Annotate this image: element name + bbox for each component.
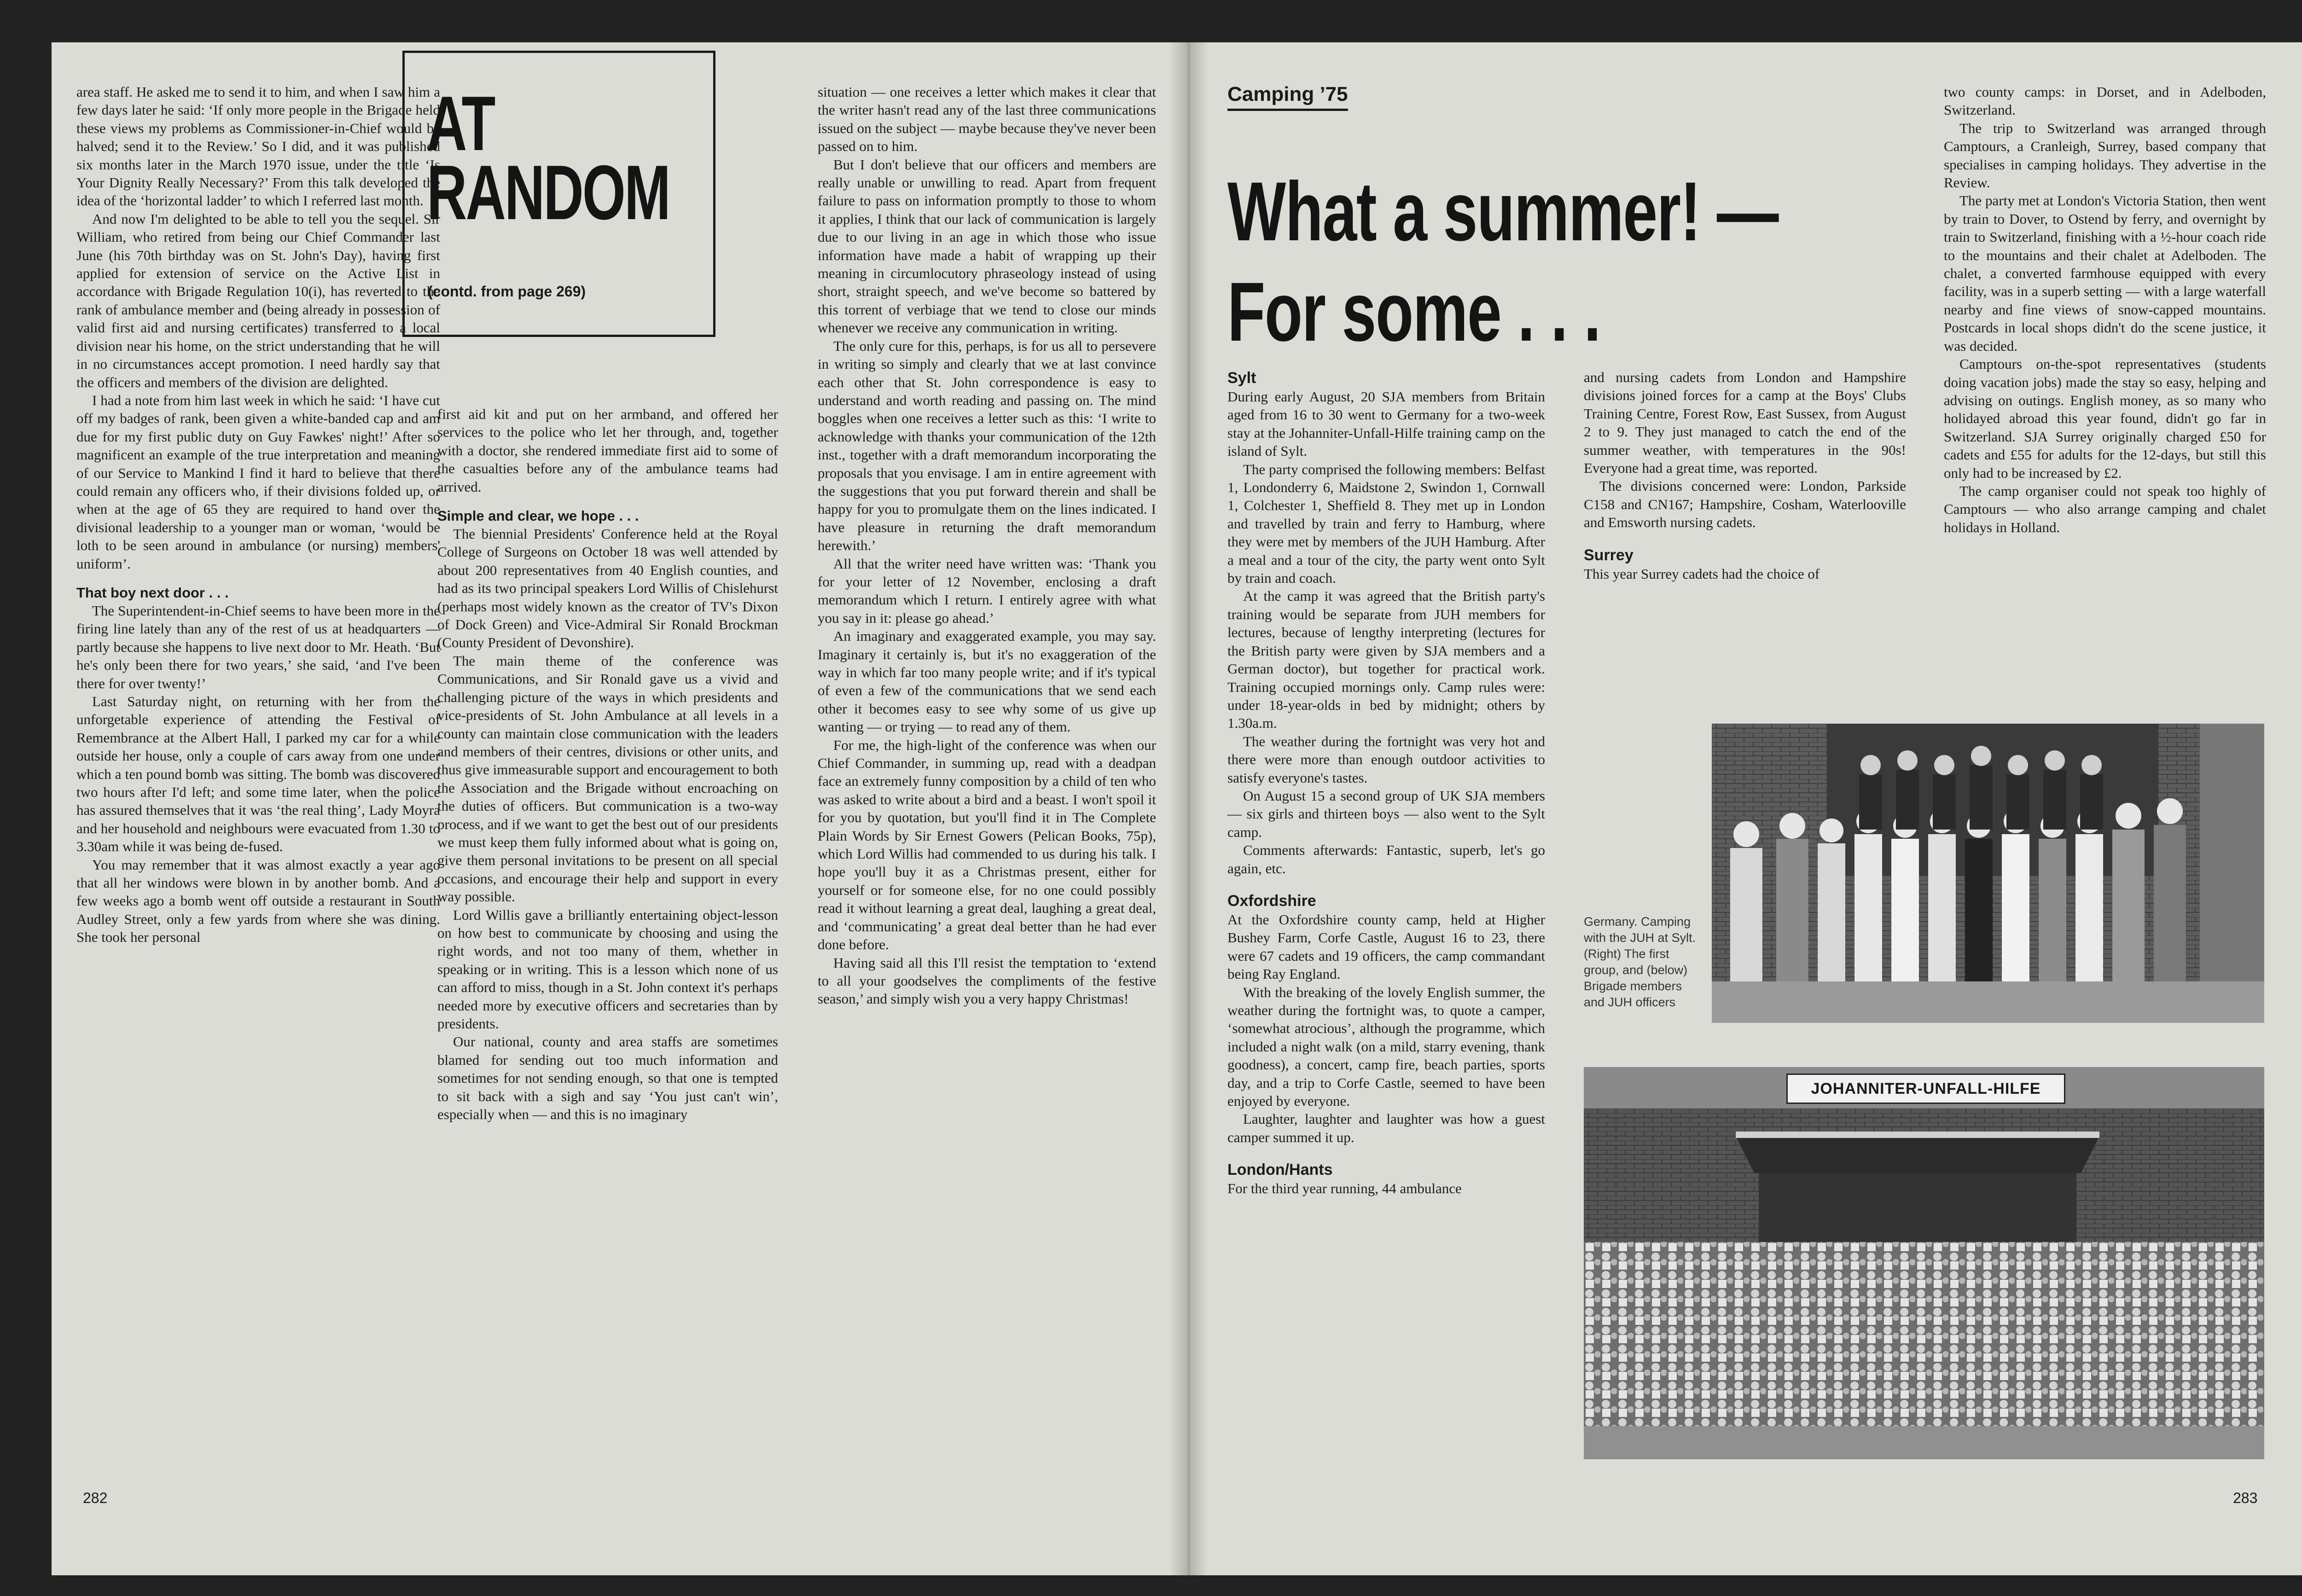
paragraph: For the third year running, 44 ambulance [1227, 1180, 1462, 1197]
paragraph: Having said all this I'll resist the temptation to ‘extend to all your goodselves the compliments of the festive season,’ and simply wish you a very happy Christmas! [818, 954, 1156, 1007]
left-page-number: 282 [83, 1490, 108, 1506]
paragraph: Our national, county and area staffs are sometimes blamed for sending out too much information and sometimes for not sending enough, so that one is tempted to sit back with a sigh and say ‘You just can't win’, especially when — and this is no imaginary [437, 1033, 778, 1123]
paragraph: The camp organiser could not speak too highly of Camptours — who also arrange camping and chalet holidays in Holland. [1944, 482, 2266, 535]
left-column-1 [76, 83, 440, 946]
paragraph: situation — one receives a letter which makes it clear that the writer hasn't read any of the last three communications issued on the subject — maybe because they've never been passed on to him. [818, 84, 1156, 155]
paragraph: But I don't believe that our officers and members are really unable or unwilling to read. Apart from frequent failure to pass on information promptly to those to whom it applies, I think that our lack of communication is largely due to our living in an age in which those who issue information have made a habit of wrapping up their meaning in circumlocutory phraseology instead of using short, straight speech, and we've become so battered by this torrent of verbiage that we tend to close our minds whenever we receive any communication in writing. [818, 156, 1156, 336]
subheading: Surrey [1584, 546, 1633, 564]
paragraph: The divisions concerned were: London, Parkside C158 and CN167; Hampshire, Cosham, Waterlooville and Emsworth nursing cadets. [1584, 478, 1906, 531]
subheading: Oxfordshire [1227, 892, 1316, 910]
paragraph: This year Surrey cadets had the choice of [1584, 565, 1820, 582]
right-column-3 [1944, 83, 2266, 536]
paragraph: All that the writer need have written was: ‘Thank you for your letter of 12 November, enclosing a draft memorandum which I return. I entirely agree with what you say in it: please go ahead.’ [818, 555, 1156, 626]
paragraph: The only cure for this, perhaps, is for us all to persevere in writing so simply and clearly that we at last convince each other that St. John correspondence is easy to understand and worth reading and passing on. The mind boggles when one receives a letter such as this: ‘I write to acknowledge with thanks your communication of the 12th inst., together with a draft memorandum incorporating the proposals that you envisage. I am in entire agreement with the suggestions that you put forward therein and shall be happy for you to promulgate them on the lines indicated. I have pleasure in returning the draft memorandum herewith.’ [818, 337, 1156, 554]
subheading: London/Hants [1227, 1161, 1333, 1179]
paragraph: The trip to Switzerland was arranged through Camptours, a Cranleigh, Surrey, based company that specialises in camping holidays. They advertise in the Review. [1944, 120, 2266, 191]
paragraph: The main theme of the conference was Communications, and Sir Ronald gave us a vivid and challenging picture of the ways in which presidents and vice-presidents of St. John Ambulance at all levels in a county can maintain close communication with the leaders and members of their centres, divisions or other units, and thus give immeasurable support and encouragement to both the Association and the Brigade without encroaching on the duties of officers. But communication is a two-way process, and if we want to get the best out of our presidents we must keep them fully informed about what is going on, give them personal invitations to be present on all special occasions, and encourage their help and support in every way possible. [437, 652, 778, 905]
paragraph: For me, the high-light of the conference was when our Chief Commander, in summing up, read with a deadpan face an extremely funny composition by a child of ten who was asked to write about a bird and a beast. I won't spoil it for you by quotation, but you'll find it in The Complete Plain Words by Sir Ernest Gowers (Pelican Books, 75p), which Lord Willis had commended to us during his talk. I hope you'll buy it as a Christmas present, either for yourself or for someone else, for no one could possibly read it without learning a great deal, laughing a great deal, and ‘communicating’ a great deal better than he had ever done before. [818, 737, 1156, 953]
paragraph: first aid kit and put on her armband, and offered her services to the police who let her through, and, together with a doctor, she rendered immediate first aid to some of the casualties before any of the ambulance teams had arrived. [437, 406, 778, 495]
photo-group-sylt-image [1712, 724, 2264, 1023]
paragraph: Last Saturday night, on returning with her from the unforgetable experience of attending the Festival of Remembrance at the Albert Hall, I parked my car for a while outside her house, only a couple of cars away from one under which a ten pound bomb was sitting. The bomb was discovered two hours after I'd left; and some time later, when the police has assured themselves that it was ‘the real thing’, Lady Moyra and her household and neighbours were evacuated from 1.30 to 3.30am while it was being de-fused. [76, 693, 440, 855]
photo-brigade-juh-officers-image [1584, 1067, 2264, 1459]
paragraph: Lord Willis gave a brilliantly entertaining object-lesson on how best to communicate by choosing and using the right words, and not too many of them, whether in speaking or in writing. This is a lesson which none of us can afford to miss, though in a St. John context it's perhaps needed more by executive officers and secretaries than by presidents. [437, 906, 778, 1032]
paragraph: and nursing cadets from London and Hampshire divisions joined forces for a camp at the Boys' Clubs Training Centre, Forest Row, East Sussex, from August 2 to 9. They just managed to catch the end of the summer weather, with temperatures in the 90s! Everyone had a great time, was reported. [1584, 369, 1906, 476]
paragraph: two county camps: in Dorset, and in Adelboden, Switzerland. [1944, 84, 2266, 118]
paragraph: An imaginary and exaggerated example, you may say. Imaginary it certainly is, but it's no exaggeration of the way in which far too many people write; and if it's typical of even a few of the communications that we send each other it becomes easy to see why some of us give up wanting — or trying — to read any of them. [818, 628, 1156, 735]
paragraph: The biennial Presidents' Conference held at the Royal College of Surgeons on October 18 was well attended by about 200 representatives from 40 English counties, and had as its two principal speakers Lord Willis of Chislehurst (perhaps most widely known as the creator of TV's Dixon of Dock Green) and Vice-Admiral Sir Ronald Brockman (County President of Devonshire). [437, 526, 778, 651]
paragraph: And now I'm delighted to be able to tell you the sequel. Sir William, who retired from being our Chief Commander last June (his 70th birthday was on St. John's Day), having first applied for extension of service on the Active List in accordance with Brigade Regulation 10(i), has reverted to the rank of ambulance member and (being already in possession of valid first aid and nursing certificates) transferred to a local division near his home, on the strict understanding that he will in no circumstances accept promotion. I need hardly say that the officers and members of the division are delighted. [76, 210, 440, 390]
paragraph: Comments afterwards: Fantastic, superb, let's go again, etc. [1227, 842, 1545, 876]
left-column-3 [818, 83, 1156, 1008]
section-tag: Camping ’75 [1227, 83, 1348, 111]
at-random-title-line2: RANDOM [427, 149, 669, 236]
subheading: Sylt [1227, 369, 1256, 387]
paragraph: The party comprised the following members: Belfast 1, Londonderry 6, Maidstone 2, Swindon 1, Cornwall 1, Colchester 1, Sheffield 8. They met up in London and travelled by train and ferry to Hamburg, where they were met by members of the JUH Hamburg. After a meal and a tour of the city, the party went onto Sylt by train and coach. [1227, 461, 1545, 586]
right-column-1 [1227, 368, 1545, 1198]
paragraph: During early August, 20 SJA members from Britain aged from 16 to 30 went to Germany for a two-week stay at the Johanniter-Unfall-Hilfe training camp on the island of Sylt. [1227, 389, 1545, 459]
subheading: Simple and clear, we hope . . . [437, 508, 639, 524]
paragraph: You may remember that it was almost exactly a year ago that all her windows were blown in by another bomb. And a few weeks ago a bomb went off outside a restaurant in South Audley Street, only a few yards from where she was dining. She took her personal [76, 856, 440, 946]
paragraph: At the Oxfordshire county camp, held at Higher Bushey Farm, Corfe Castle, August 16 to 23, there were 67 cadets and 19 officers, the camp commandant being Ray England. [1227, 911, 1545, 982]
paragraph: With the breaking of the lovely English summer, the weather during the fortnight was, to quote a camper, ‘somewhat atrocious’, although the programme, which included a night walk (on a mild, starry evening, thank goodness), a concert, camp fire, beach parties, sports day, and a trip to Corfe Castle, seemed to have been enjoyed by everyone. [1227, 984, 1545, 1109]
at-random-title-line1: AT [427, 80, 494, 167]
paragraph: At the camp it was agreed that the British party's training would be separate from JUH members for lectures, because of lengthy interpreting (lectures for the British party were given by SJA members and a German doctor), but together for practical work. Training occupied mornings only. Camp rules were: under 18-year-olds in bed by midnight; others by 1.30a.m. [1227, 588, 1545, 731]
paragraph: The party met at London's Victoria Station, then went by train to Dover, to Ostend by ferry, and overnight by train to Switzerland, finishing with a ½-hour coach ride to the mountains and their chalet at Adelboden. The chalet, a converted farmhouse equipped with every facility, was in a superb setting — with a large waterfall nearby and fine views of snow-capped mountains. Postcards in local shops didn't do the scene justice, it was decided. [1944, 192, 2266, 354]
paragraph: Laughter, laughter and laughter was how a guest camper summed it up. [1227, 1111, 1545, 1145]
juh-banner: JOHANNITER-UNFALL-HILFE [1786, 1074, 2065, 1104]
paragraph: Camptours on-the-spot representatives (students doing vacation jobs) made the stay so easy, helping and advising on outings. English money, as so many who holidayed abroad this year found, didn't go far in Switzerland. SJA Surrey originally charged £50 for cadets and £55 for adults for the 12-days, but still this only had to be increased by £2. [1944, 356, 2266, 481]
paragraph: The Superintendent-in-Chief seems to have been more in the firing line lately than any of the rest of us at headquarters — partly because she happens to live next door to Mr. Heath. ‘But he's only been there for two years,’ she said, ‘and I've been there for over twenty!’ [76, 602, 440, 691]
photo-brigade-juh-officers [1584, 1067, 2264, 1459]
at-random-subtitle: (contd. from page 269) [428, 283, 586, 300]
at-random-box [402, 51, 715, 337]
subheading: That boy next door . . . [76, 584, 229, 601]
paragraph: I had a note from him last week in which he said: ‘I have cut off my badges of rank, been given a white-banded cap and am due for my first public duty on Guy Fawkes' night!’ After so magnificent an example of the true interpretation and meaning of our Service to Mankind I find it hard to believe that there could remain any officers who, if their divisions folded up, or when at the age of 65 they are required to hand over the divisional leadership to a younger man or woman, ‘would be loth to be seen around in ambulance (or nursing) members' uniform’. [76, 392, 440, 572]
headline-line1: What a summer! — [1227, 164, 1779, 258]
photo-caption: Germany. Camping with the JUH at Sylt. (Right) The first group, and (below) Brigade members and JUH officers [1584, 915, 1696, 1009]
paragraph: On August 15 a second group of UK SJA members — six girls and thirteen boys — also went to the Sylt camp. [1227, 787, 1545, 840]
photo-group-sylt [1712, 724, 2264, 1023]
paragraph: area staff. He asked me to send it to him, and when I saw him a few days later he said: ‘If only more people in the Brigade held these views my problems as Commissioner-in-Chief would be halved; send it to the Review.’ So I did, and it was published six months later in the March 1970 issue, under the title ‘Is Your Dignity Really Necessary?’ From this talk developed the idea of the ‘horizontal ladder’ to which I referred last month. [76, 84, 440, 209]
left-column-2 [437, 405, 778, 1123]
page-gutter [1169, 42, 1208, 1575]
headline [1227, 161, 1778, 362]
right-column-2 [1584, 368, 1906, 583]
right-page-number: 283 [2233, 1490, 2258, 1506]
paragraph: The weather during the fortnight was very hot and there were more than enough outdoor activities to satisfy everyone's tastes. [1227, 733, 1545, 786]
at-random-title [427, 80, 669, 236]
headline-line2: For some . . . [1227, 265, 1600, 359]
